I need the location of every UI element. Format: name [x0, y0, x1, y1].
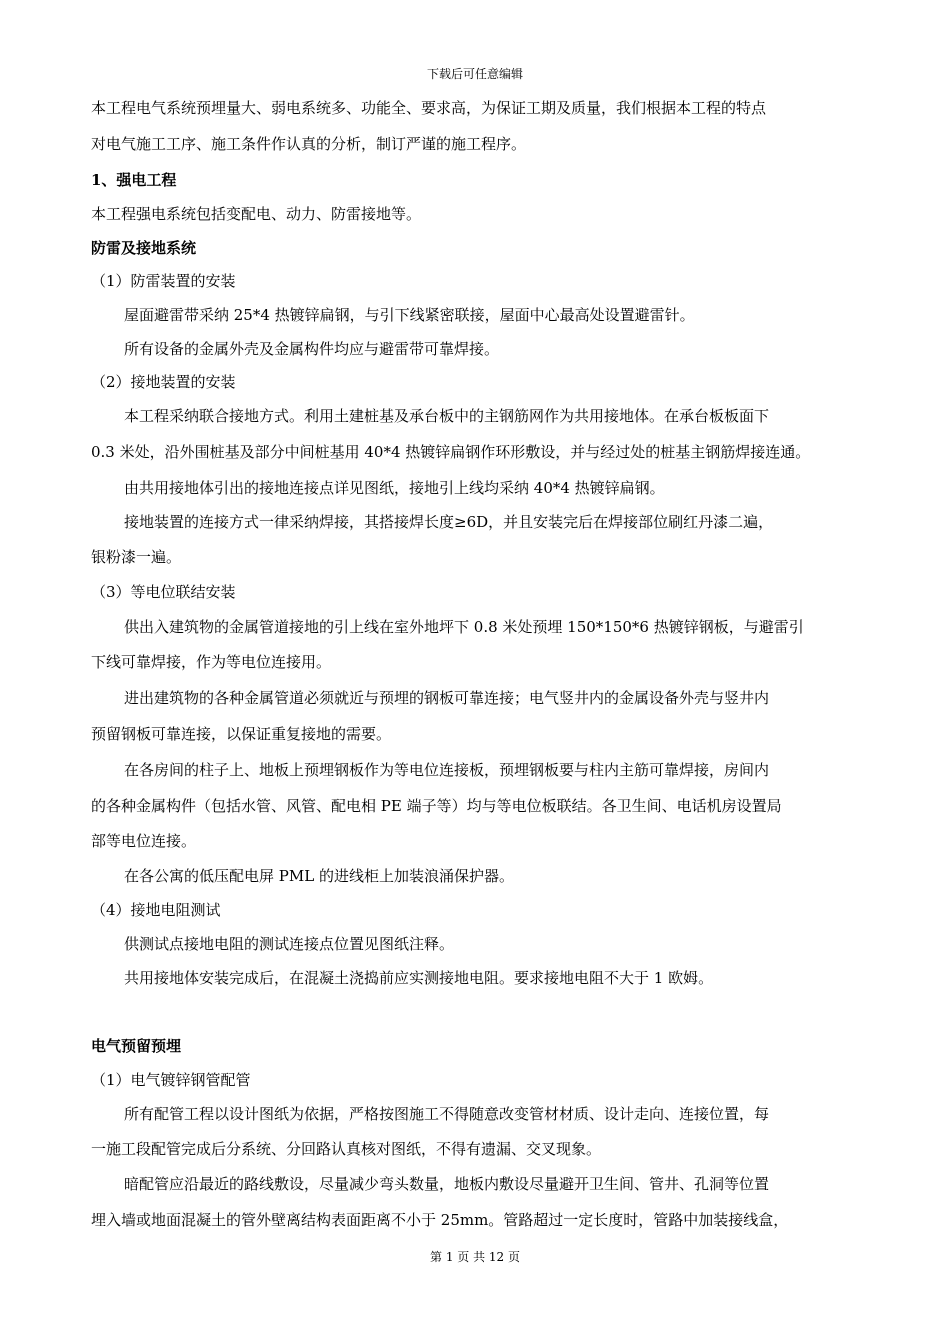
- page-header: 下载后可任意编辑: [426, 67, 523, 81]
- body-text: 对电气施工工序、施工条件作认真的分析，制订严谨的施工程序。: [91, 135, 527, 153]
- body-text: 由共用接地体引出的接地连接点详见图纸，接地引上线均采纳 40*4 热镀锌扁钢。: [124, 479, 665, 497]
- body-text: 供测试点接地电阻的测试连接点位置见图纸注释。: [124, 935, 455, 953]
- subsection-heading: 防雷及接地系统: [91, 239, 197, 257]
- body-text: 埋入墙或地面混凝土的管外壁离结构表面距离不小于 25mm。管路超过一定长度时，管路中加装接线盒，: [91, 1211, 789, 1229]
- subsection-heading: 电气预留预埋: [91, 1037, 182, 1055]
- item-heading: （1）电气镀锌钢管配管: [91, 1071, 251, 1089]
- body-text: 共用接地体安装完成后，在混凝土浇捣前应实测接地电阻。要求接地电阻不大于 1 欧姆。: [124, 969, 714, 987]
- item-heading: （3）等电位联结安装: [91, 583, 236, 601]
- page-footer: 第 1 页 共 12 页: [430, 1250, 520, 1264]
- body-text: 的各种金属构件（包括水管、风管、配电相 PE 端子等）均与等电位板联结。各卫生间、电话机房设置局: [91, 797, 782, 815]
- item-heading: （2）接地装置的安装: [91, 373, 236, 391]
- body-text: 进出建筑物的各种金属管道必须就近与预埋的钢板可靠连接；电气竖井内的金属设备外壳与竖井内: [124, 689, 770, 707]
- body-text: 预留钢板可靠连接，以保证重复接地的需要。: [91, 725, 392, 743]
- body-text: 供出入建筑物的金属管道接地的引上线在室外地坪下 0.8 米处预埋 150*150*6 热镀锌钢板，与避雷引: [124, 618, 804, 636]
- body-text: 接地装置的连接方式一律采纳焊接，其搭接焊长度≥6D，并且安装完后在焊接部位刷红丹漆二遍，: [124, 513, 774, 531]
- body-text: 本工程采纳联合接地方式。利用土建桩基及承台板中的主钢筋网作为共用接地体。在承台板板面下: [124, 407, 770, 425]
- body-text: 银粉漆一遍。: [91, 548, 182, 566]
- body-text: 一施工段配管完成后分系统、分回路认真核对图纸，不得有遗漏、交叉现象。: [91, 1140, 602, 1158]
- body-text: 屋面避雷带采纳 25*4 热镀锌扁钢，与引下线紧密联接，屋面中心最高处设置避雷针。: [124, 306, 695, 324]
- item-heading: （4）接地电阻测试: [91, 901, 221, 919]
- body-text: 本工程强电系统包括变配电、动力、防雷接地等。: [91, 205, 422, 223]
- section-heading: 1、强电工程: [91, 171, 177, 189]
- body-text: 部等电位连接。: [91, 832, 197, 850]
- body-text: 所有设备的金属外壳及金属构件均应与避雷带可靠焊接。: [124, 340, 500, 358]
- body-text: 所有配管工程以设计图纸为依据，严格按图施工不得随意改变管材材质、设计走向、连接位置，每: [124, 1105, 770, 1123]
- body-text: 下线可靠焊接，作为等电位连接用。: [91, 653, 332, 671]
- body-text: 暗配管应沿最近的路线敷设，尽量减少弯头数量，地板内敷设尽量避开卫生间、管井、孔洞等位置: [124, 1175, 770, 1193]
- item-heading: （1）防雷装置的安装: [91, 272, 236, 290]
- body-text: 0.3 米处，沿外围桩基及部分中间桩基用 40*4 热镀锌扁钢作环形敷设，并与经过处的桩基主钢筋焊接连通。: [91, 443, 811, 461]
- body-text: 本工程电气系统预埋量大、弱电系统多、功能全、要求高，为保证工期及质量，我们根据本工程的特点: [91, 99, 767, 117]
- body-text: 在各房间的柱子上、地板上预埋钢板作为等电位连接板，预埋钢板要与柱内主筋可靠焊接，房间内: [124, 761, 770, 779]
- body-text: 在各公寓的低压配电屏 PML 的进线柜上加装浪涌保护器。: [124, 867, 514, 885]
